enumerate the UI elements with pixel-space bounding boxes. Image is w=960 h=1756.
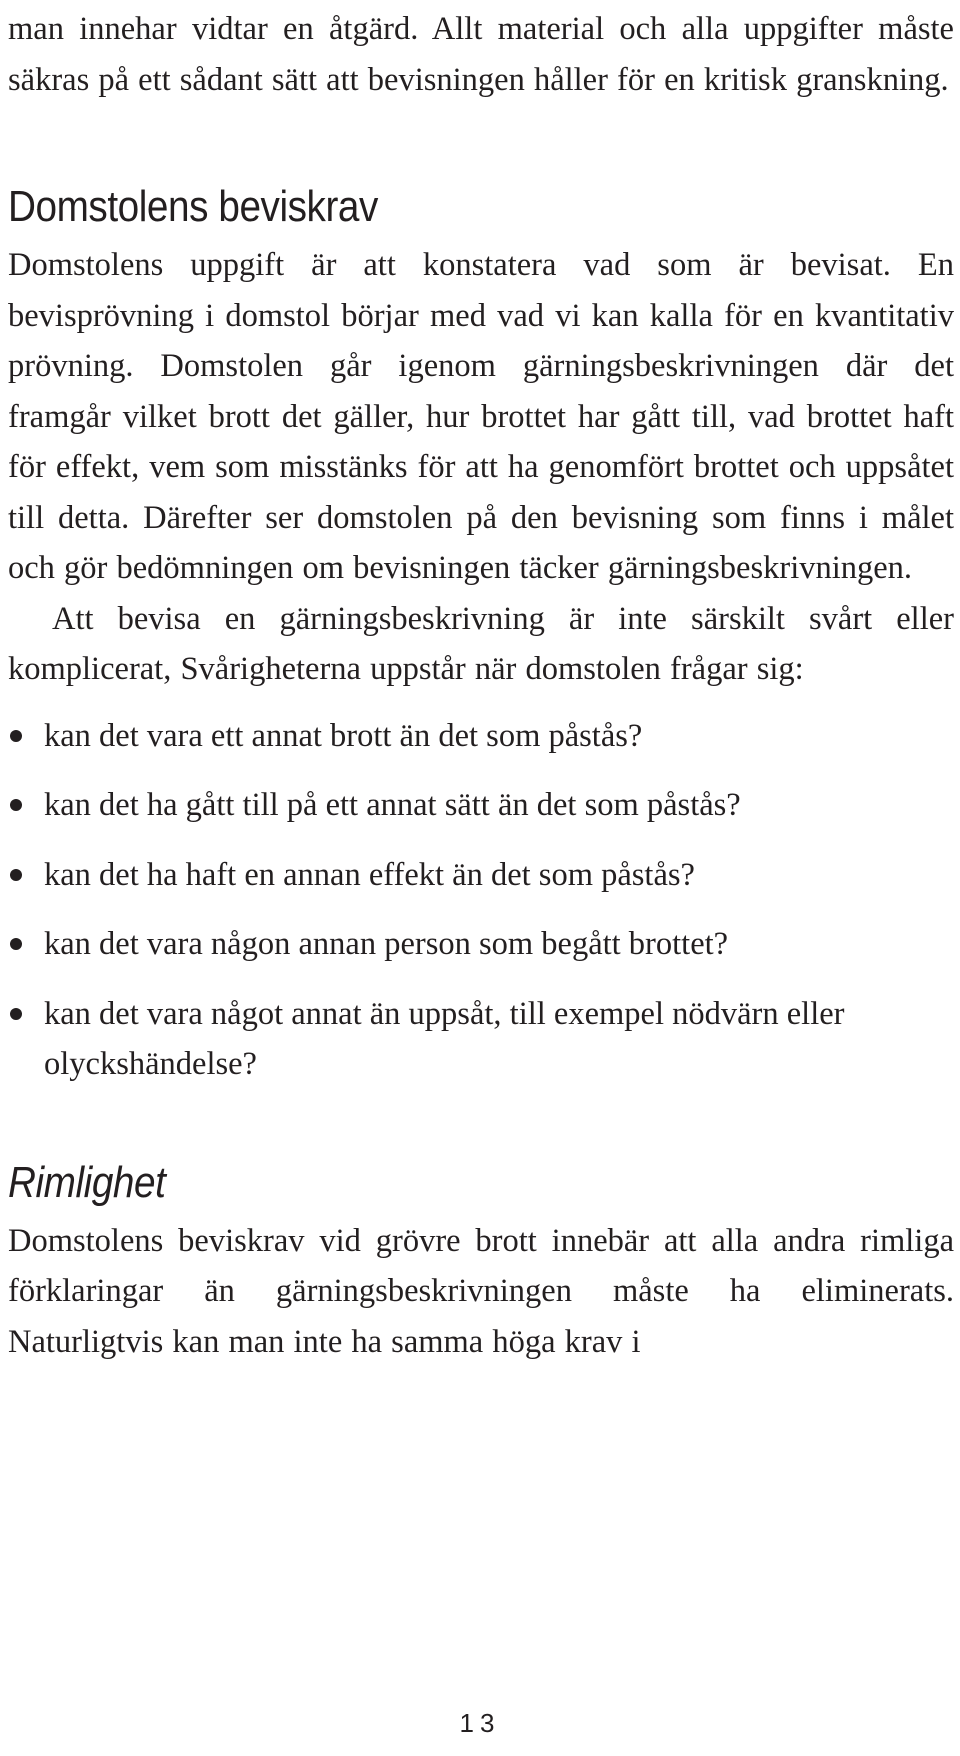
list-item [8, 780, 954, 831]
bullet-icon [10, 938, 22, 950]
list-item [8, 919, 954, 970]
question-list [8, 711, 954, 1090]
list-item-text: kan det vara något annat än uppsåt, till exempel nödvärn eller olyckshändelse? [44, 995, 845, 1082]
list-item-text: kan det vara ett annat brott än det som påstås? [44, 717, 643, 754]
bullet-icon [10, 869, 22, 881]
list-item [8, 711, 954, 762]
section-heading-domstolens-beviskrav: Domstolens beviskrav [8, 182, 378, 231]
bullet-icon [10, 1008, 22, 1020]
list-item-text: kan det ha gått till på ett annat sätt än det som påstås? [44, 787, 741, 823]
section2-paragraph-1: Domstolens beviskrav vid grövre brott innebär att alla andra rimliga förklaringar än gärningsbeskrivningen måste ha eliminerats. Naturligtvis kan man inte ha samma höga krav i [8, 1222, 954, 1360]
section1-paragraph-2: Att bevisa en gärningsbeskrivning är inte särskilt svårt eller komplicerat, Svårigheterna uppstår när domstolen frågar sig: [8, 600, 954, 687]
list-item-text: kan det vara någon annan person som begått brottet? [44, 926, 729, 962]
section-heading-rimlighet: Rimlighet [8, 1157, 166, 1207]
bullet-icon [10, 730, 22, 742]
list-item [8, 850, 954, 901]
bullet-icon [10, 799, 22, 811]
document-page [8, 0, 954, 1367]
section1-paragraph-1: Domstolens uppgift är att konstatera vad som är bevisat. En bevisprövning i domstol börjar med vad vi kan kalla för en kvantitativ prövning. Domstolen går igenom gärningsbeskrivningen där det framgår vilket brott det gäller, hur brottet har gått till, vad brottet haft för effekt, vem som misstänks för att ha genomfört brottet och uppsåtet till detta. Därefter ser domstolen på den bevisning som finns i målet och gör bedömningen om bevisningen täcker gärningsbeskrivningen. [8, 247, 954, 586]
page-number: 13 [459, 1708, 501, 1738]
intro-paragraph: man innehar vidtar en åtgärd. Allt material och alla uppgifter måste säkras på ett sådant sätt att bevisningen håller för en kritisk granskning. [8, 11, 954, 98]
list-item [8, 989, 954, 1090]
list-item-text: kan det ha haft en annan effekt än det som påstås? [44, 856, 695, 893]
